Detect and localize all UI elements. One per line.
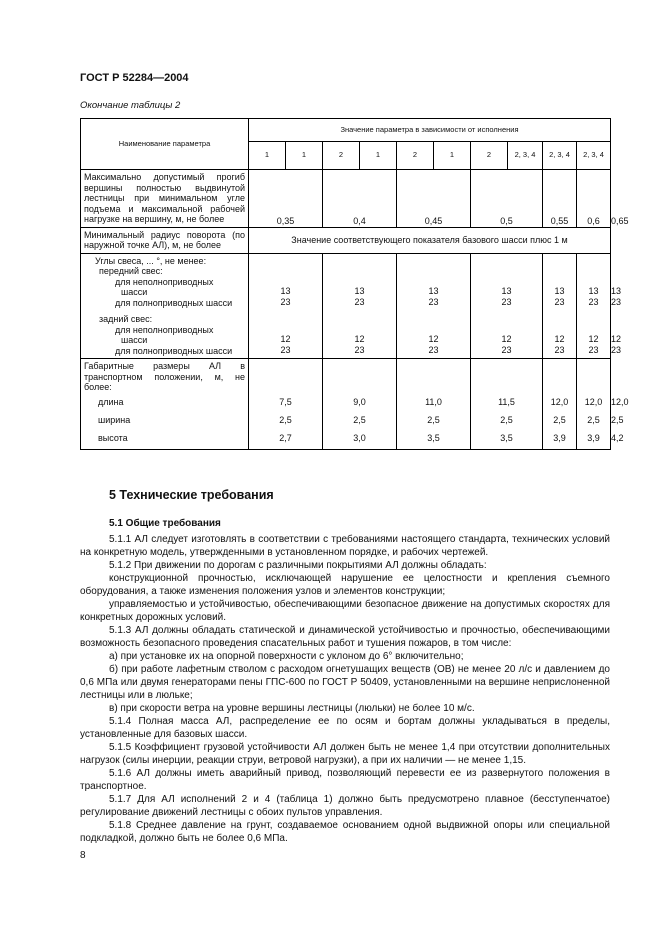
- value-cell: 0,35: [249, 170, 323, 228]
- value-cell: 3,0: [353, 432, 366, 443]
- value-cell: 0,55: [543, 170, 577, 228]
- value-cell: 11,5: [498, 396, 515, 407]
- paragraph-item-v: в) при скорости ветра на уровне вершины лестницы (люльки) не более 10 м/с.: [109, 703, 475, 714]
- paragraph-5-1-1: 5.1.1 АЛ следует изготовлять в соответствии с требованиями настоящего стандарта, технических условий на конкретную модель, утвержденными в установленном порядке, и рабочих чертежей.: [80, 534, 610, 558]
- value-cell: 23: [354, 296, 365, 307]
- value-cell: 13: [354, 286, 365, 296]
- value-cell: 2,5: [427, 414, 440, 425]
- value-cell: 12: [501, 334, 512, 344]
- value-cell: 13: [428, 286, 439, 296]
- value-cell: 12,0: [550, 396, 569, 407]
- paragraph-5-1-3: 5.1.3 АЛ должны обладать статической и динамической устойчивостью и прочностью, обеспечивающими возможность безопасного проведения спасательных работ и тушения пожаров, в том числе:: [80, 625, 610, 649]
- value-cell: 12: [588, 334, 599, 344]
- value-cell: 2,5: [353, 414, 366, 425]
- row-deflection: Максимально допустимый прогиб вершины полностью выдвинутой лестницы при минимальном угле подъема и максимальной рабочей нагрузке на вершину, м, не более 0,35 0,4 0,45 0,5 0,55 0,6 0,65: [81, 170, 611, 228]
- parameters-table: [80, 118, 629, 450]
- paragraph-5-1-5: 5.1.5 Коэффициент грузовой устойчивости АЛ должен быть не менее 1,4 при отсутствии дополнительных нагрузок (силы инерции, реакции струи, ветровой нагрузки), а при их наличии — не менее 1,15.: [80, 742, 610, 766]
- length-label: длина: [98, 396, 124, 407]
- value-cell: 23: [428, 296, 439, 307]
- value-cell: 23: [501, 344, 512, 355]
- paragraph-item-a: а) при установке их на опорной поверхности с уклоном до 6° включительно;: [109, 651, 464, 662]
- value-cell: 2,5: [500, 414, 513, 425]
- paragraph-5-1-6: 5.1.6 АЛ должны иметь аварийный привод, позволяющий перевести ее из развернутого положения в транспортное.: [80, 768, 610, 792]
- paragraph-item-b: б) при работе лафетным стволом с расходом огнетушащих веществ (ОВ) не менее 20 л/с и давлением до 0,6 МПа или двумя генераторами пены ГПС-600 по ГОСТ Р 50409, установленными на вершине неприслоненной лестницы или в люльке;: [80, 664, 610, 701]
- front-awd-label: для полноприводных шасси: [115, 297, 233, 308]
- value-cell: 23: [588, 296, 599, 307]
- value-cell: 3,5: [500, 432, 513, 443]
- value-cell: 13: [554, 286, 565, 296]
- value-cell: 2,5: [553, 414, 566, 425]
- rear-overhang-label: задний свес:: [99, 314, 153, 324]
- width-label: ширина: [98, 414, 131, 425]
- value-cell: 23: [554, 344, 565, 355]
- version-cell: 2, 3, 4: [577, 142, 611, 170]
- paragraph-stability: управляемостью и устойчивостью, обеспечивающими безопасное движение на допустимых скоростях для конкретных дорожных условий.: [80, 599, 610, 623]
- front-non-awd-label-2: шасси: [121, 287, 148, 297]
- value-cell: 2,7: [279, 432, 292, 443]
- header-parameter-name: Наименование параметра: [81, 119, 249, 170]
- value-cell: 23: [354, 344, 365, 355]
- value-cell: 23: [280, 344, 291, 355]
- paragraph-5-1-8: 5.1.8 Среднее давление на грунт, создаваемое основанием одной выдвижной опоры или специальной подкладкой, должно быть не более 0,6 МПа.: [80, 820, 610, 844]
- version-cell: 1: [286, 142, 323, 170]
- height-label: высота: [98, 432, 128, 443]
- value-cell: 23: [428, 344, 439, 355]
- version-cell: 1: [360, 142, 397, 170]
- paragraph-strength: конструкционной прочностью, исключающей нарушение ее целостности и крепления съемного оборудования, а также изменения положения узлов и элементов конструкции;: [80, 573, 610, 597]
- value-cell: 0,45: [397, 170, 471, 228]
- value-cell: 23: [554, 296, 565, 307]
- header-value-group: Значение параметра в зависимости от исполнения: [249, 119, 611, 142]
- row-deflection-name: Максимально допустимый прогиб вершины полностью выдвинутой лестницы при минимальном угле подъема и максимальной рабочей нагрузке на вершину, м, не более: [81, 170, 249, 228]
- row-turning-radius: [81, 227, 611, 253]
- subsection-heading: 5.1 Общие требования: [109, 518, 221, 529]
- radius-value: Значение соответствующего показателя базового шасси плюс 1 м: [249, 227, 611, 253]
- paragraph-5-1-7: 5.1.7 Для АЛ исполнений 2 и 4 (таблица 1) должно быть предусмотрено плавное (бесступенчатое) регулирование движений лестницы с обоих пультов управления.: [80, 794, 610, 818]
- value-cell: 11,0: [425, 396, 442, 407]
- value-cell: 12,0: [584, 396, 603, 407]
- version-cell: 2, 3, 4: [543, 142, 577, 170]
- value-cell: 12: [428, 334, 439, 344]
- table-caption: Окончание таблицы 2: [80, 100, 181, 111]
- version-cell: 1: [434, 142, 471, 170]
- value-cell: 2,5: [587, 414, 600, 425]
- value-cell: 23: [588, 344, 599, 355]
- value-cell: 0,4: [323, 170, 397, 228]
- value-cell: 13: [501, 286, 512, 296]
- row-dimensions: Габаритные размеры АЛ в транспортном положении, м, не более: длина ширина высота 7,5 2,5 2,7 9,0 2,5 3,0 11,0 2,5 3,5 11,5 2,5 3,5 12,0 2,5 3,9 12,0 2,5 3,9 12,0 2,5 4,2: [81, 359, 611, 450]
- value-cell: 23: [501, 296, 512, 307]
- rear-awd-label: для полноприводных шасси: [115, 345, 233, 356]
- value-cell: 7,5: [279, 396, 292, 407]
- value-cell: 9,0: [353, 396, 366, 407]
- value-cell: 3,9: [587, 432, 600, 443]
- value-cell: 3,9: [553, 432, 566, 443]
- version-cell: 2: [397, 142, 434, 170]
- value-cell: 0,5: [471, 170, 543, 228]
- value-cell: 3,5: [427, 432, 440, 443]
- value-cell: 13: [280, 286, 291, 296]
- value-cell: 12: [280, 334, 291, 344]
- value-cell: 12: [354, 334, 365, 344]
- version-cell: 1: [249, 142, 286, 170]
- front-non-awd-label-1: для неполноприводных: [115, 276, 214, 287]
- front-overhang-label: передний свес:: [99, 266, 163, 276]
- value-cell: 2,5: [279, 414, 292, 425]
- angles-title: Углы свеса, ... °, не менее:: [95, 255, 207, 266]
- value-cell: 0,6: [577, 170, 611, 228]
- paragraph-5-1-2: 5.1.2 При движении по дорогам с различными покрытиями АЛ должны обладать:: [109, 560, 487, 571]
- version-cell: 2: [323, 142, 360, 170]
- rear-non-awd-label-2: шасси: [121, 335, 148, 345]
- value-cell: 23: [280, 296, 291, 307]
- value-cell: 12: [554, 334, 565, 344]
- version-cell: 2, 3, 4: [508, 142, 543, 170]
- section-heading: 5 Технические требования: [109, 488, 274, 502]
- document-header: ГОСТ Р 52284—2004: [80, 72, 189, 84]
- dimensions-title: Габаритные размеры АЛ в транспортном положении, м, не более:: [84, 361, 245, 392]
- rear-non-awd-label-1: для неполноприводных: [115, 324, 214, 335]
- paragraph-5-1-4: 5.1.4 Полная масса АЛ, распределение ее по осям и бортам должны укладываться в пределы, установленные для базовых шасси.: [80, 716, 610, 740]
- value-cell: 13: [588, 286, 599, 296]
- page-number: 8: [80, 850, 86, 861]
- row-radius-name: Минимальный радиус поворота (по наружной точке АЛ), м, не более: [81, 227, 249, 253]
- version-cell: 2: [471, 142, 508, 170]
- row-overhang-angles: Углы свеса, ... °, не менее: передний свес: для неполноприводных шасси для полноприводных шасси задний свес: для неполноприводных шасси для полноприводных шасси 13 23 12 23 13 23 12 23 13 23 12 23 13 23 12 23 13 23 12 23 13 23 12 23 13 23 12 23: [81, 253, 611, 359]
